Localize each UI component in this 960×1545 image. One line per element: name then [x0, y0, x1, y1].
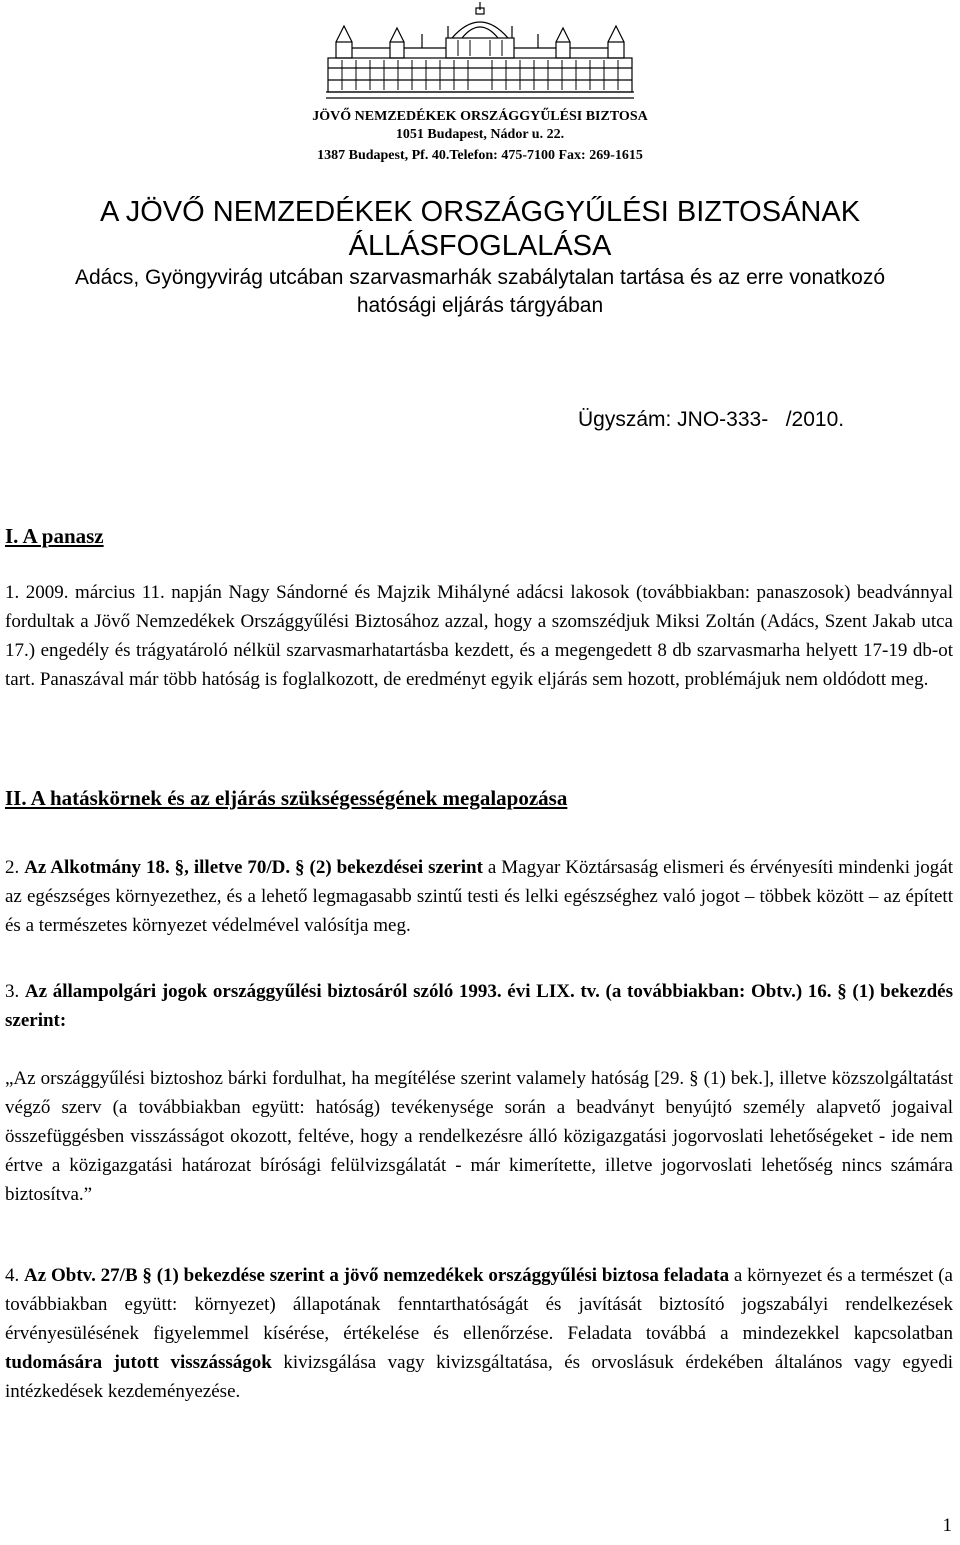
document-subtitle-line2: hatósági eljárás tárgyában — [356, 294, 604, 317]
paragraph-2-bold: Az Alkotmány 18. §, illetve 70/D. § (2) bekezdései szerint — [24, 857, 483, 878]
section-heading-competence: II. A hatáskörnek és az eljárás szükségességének megalapozása — [5, 786, 568, 810]
paragraph-3-bold: Az állampolgári jogok országgyűlési biztosáról szóló 1993. évi LIX. tv. (a továbbiakban: Obtv.) 16. § (1) bekezdés szerint: — [5, 981, 954, 1031]
org-contact: 1387 Budapest, Pf. 40.Telefon: 475-7100 Fax: 269-1615 — [317, 148, 643, 163]
paragraph-4-text-2: kivizsgálása vagy kivizsgáltatása, és orvoslásuk érdekében általános vagy egyedi intézkedések kezdeményezése. — [5, 1352, 953, 1402]
document-subtitle-line1: Adács, Gyöngyvirág utcában szarvasmarhák szabálytalan tartása és az erre vonatkozó — [74, 266, 886, 289]
paragraph-2 — [5, 853, 953, 940]
paragraph-4-bold-2: tudomására jutott visszásságok — [5, 1352, 272, 1373]
paragraph-3 — [5, 977, 953, 1035]
page-number: 1 — [942, 1515, 952, 1536]
paragraph-4-number: 4. — [5, 1265, 25, 1286]
org-name: JÖVŐ NEMZEDÉKEK ORSZÁGGYŰLÉSI BIZTOSA — [312, 109, 648, 124]
document-title-line1: A JÖVŐ NEMZEDÉKEK ORSZÁGGYŰLÉSI BIZTOSÁNAK — [99, 196, 861, 228]
parliament-building-logo — [322, 2, 638, 102]
paragraph-2-number: 2. — [5, 857, 25, 878]
org-address: 1051 Budapest, Nádor u. 22. — [395, 127, 565, 142]
legal-quote: „Az országgyűlési biztoshoz bárki fordulhat, ha megítélése szerint valamely hatóság [29. § (1) bek.], illetve közszolgáltatást végző szerv (a továbbiakban együtt: hatóság) tevékenysége során a beadványt benyújtó személy alapvető jogaival összefüggésben visszásságot okozott, feltéve, hogy a rendelkezésre álló közigazgatási jogorvoslati lehetőségeket - ide nem értve a közigazgatási határozat bírósági felülvizsgálatát - már kimerítette, illetve jogorvoslati lehetőség nincs számára biztosítva.” — [5, 1068, 953, 1205]
document-title-line2: ÁLLÁSFOGLALÁSA — [348, 230, 612, 262]
paragraph-1: 1. 2009. március 11. napján Nagy Sándorné és Majzik Mihályné adácsi lakosok (továbbiakban: panaszosok) beadvánnyal fordultak a Jövő Nemzedékek Országgyűlési Biztosához azzal, hogy a szomszédjuk Miksi Zoltán (Adács, Szent Jakab utca 17.) engedély és trágyatároló nélkül szarvasmarhatartásba kezdett, és a megengedett 8 db szarvasmarha helyett 17-19 db-ot tart. Panaszával már több hatóság is foglalkozott, de eredményt egyik eljárás sem hozott, problémájuk nem oldódott meg. — [5, 582, 953, 690]
paragraph-4 — [5, 1261, 953, 1406]
paragraph-2-text: a Magyar Köztársaság elismeri és érvényesíti mindenki jogát az egészséges környezethez, és a lehető legmagasabb szintű testi és lelki egészséghez való jogot – többek között – az épített és a természetes környezet védelmével valósítja meg. — [5, 857, 954, 936]
paragraph-4-bold-1: Az Obtv. 27/B § (1) bekezdése szerint a jövő nemzedékek országgyűlési biztosa feladata — [24, 1265, 730, 1286]
paragraph-4-text-1: a környezet és a természet (a továbbiakban együtt: környezet) állapotának fenntarthatóságát és javítását biztosító jogszabályi rendelkezések érvényesülésének figyelemmel kísérése, értékelése és ellenőrzése. Feladata továbbá a mindezekkel kapcsolatban — [5, 1265, 953, 1344]
case-number: Ügyszám: JNO-333- /2010. — [578, 408, 845, 431]
paragraph-3-number: 3. — [5, 981, 25, 1002]
section-heading-complaint: I. A panasz — [5, 524, 104, 548]
